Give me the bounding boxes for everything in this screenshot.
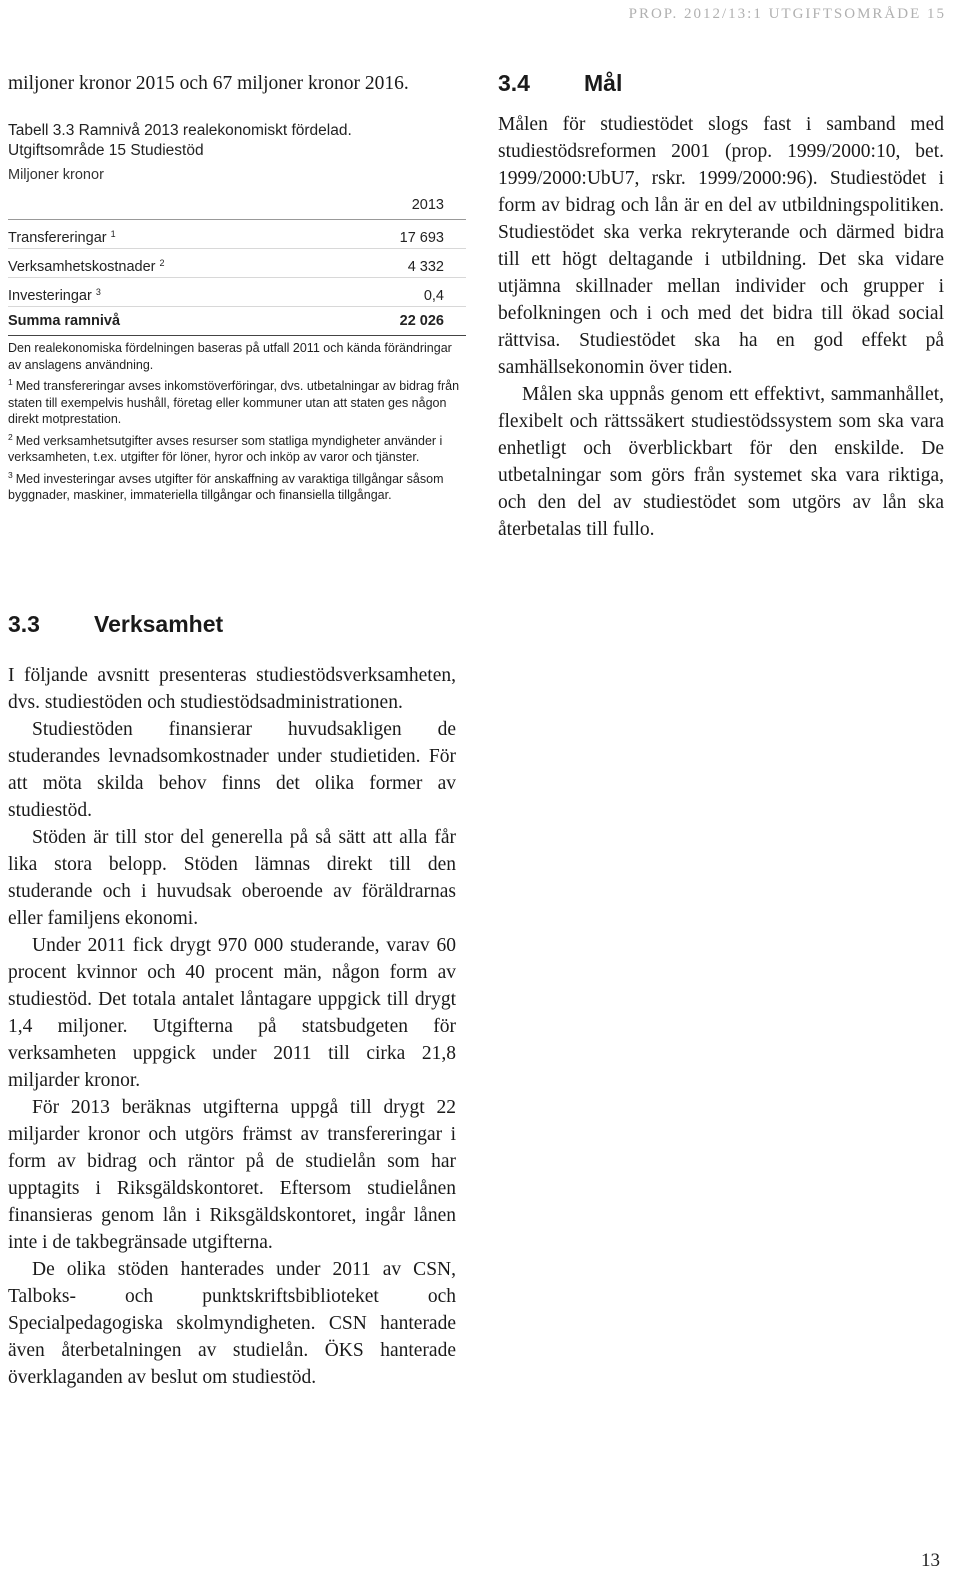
row-value: 17 693 [399, 230, 444, 246]
table-title [8, 121, 466, 161]
footnote [8, 429, 466, 466]
section-title: Verksamhet [94, 611, 224, 637]
body-paragraph: Under 2011 fick drygt 970 000 studerande, varav 60 procent kvinnor och 40 procent män, någon form av studiestöd. Det totala antalet låntagare uppgick till drygt 1,4 miljoner. Utgifterna på statsbudgeten för verksamheten uppgick under 2011 till cirka 21,8 miljarder kronor. [8, 935, 456, 1091]
footnote [8, 467, 466, 504]
body-paragraph: Målen för studiestödet slogs fast i samband med studiestödsreformen 2001 (prop. 1999/2000:10, bet. 1999/2000:UbU7, rskr. 1999/2000:96). Studiestödet i form av bidrag och lån är en del av utbildningspolitiken. Studiestödet ska verka rekryterande och därmed bidra till ett högt deltagande i utbildning. Det ska vidare utjämna skillnader mellan individer och grupper i befolkningen och i och med det bidra till ökad social rättvisa. Studiestödet ska ha en god effekt på samhällsekonomin över tiden. [498, 114, 944, 378]
section-heading-3-4 [498, 70, 944, 97]
running-header: PROP. 2012/13:1 UTGIFTSOMRÅDE 15 [628, 6, 946, 22]
footnote-number: 2 [8, 431, 13, 442]
section-heading-3-3 [8, 611, 223, 638]
row-note-ref: 2 [159, 258, 165, 268]
body-paragraph: Målen ska uppnås genom ett effektivt, sammanhållet, flexibelt och rättssäkert studiestödssystem som ska vara enhetligt och överblickbart för den enskilde. De utbetalningar som görs från systemet ska vara riktiga, och den del av studiestödet som utgörs av lån ska återbetalas till fullo. [498, 384, 944, 540]
body-paragraph: De olika stöden hanterades under 2011 av CSN, Talboks- och punktskriftsbiblioteket och Specialpedagogiska skolmyndigheten. CSN hanterade även återbetalningen av studielån. ÖKS hanterade överklaganden av beslut om studiestöd. [8, 1259, 456, 1388]
table-row [8, 278, 466, 307]
table-footnotes [8, 340, 466, 504]
table-title-line-2: Utgiftsområde 15 Studiestöd [8, 142, 204, 159]
table-header-row [8, 191, 466, 220]
body-paragraph: Stöden är till stor del generella på så sätt att alla får lika stora belopp. Stöden lämnas direkt till den studerande och i huvudsak oberoende av föräldrarnas eller familjens ekonomi. [8, 827, 456, 929]
table-title-line-1: Tabell 3.3 Ramnivå 2013 realekonomiskt fördelad. [8, 122, 352, 139]
footnote-main: Den realekonomiska fördelningen baseras på utfall 2011 och kända förändringar av anslagens användning. [8, 341, 452, 372]
section-number: 3.3 [8, 611, 40, 637]
right-column [498, 70, 944, 543]
footnote-number: 1 [8, 377, 13, 387]
body-paragraph: I följande avsnitt presenteras studiestödsverksamheten, dvs. studiestöden och studiestödsadministrationen. [8, 665, 456, 713]
section-3-3-body [8, 662, 456, 1391]
budget-table [8, 121, 466, 504]
table-year: 2013 [411, 197, 444, 213]
sum-label: Summa ramnivå [8, 313, 121, 329]
body-paragraph: För 2013 beräknas utgifterna uppgå till drygt 22 miljarder kronor och utgörs främst av transfereringar i form av bidrag och räntor på de studielån som har upptagits i Riksgäldskontoret. Eftersom studielånen finansieras genom lån i Riksgäldskontoret, ingår lånen inte i de takbegränsade utgifterna. [8, 1097, 456, 1253]
row-value: 4 332 [407, 259, 444, 275]
sum-value: 22 026 [399, 313, 444, 329]
footnote-number: 3 [8, 469, 13, 480]
table-sum-row [8, 307, 466, 336]
section-3-4-body [498, 111, 944, 543]
row-label: Transfereringar [8, 230, 107, 246]
body-paragraph: Studiestöden finansierar huvudsakligen de studerandes levnadsomkostnader under studietiden. För att möta skilda behov finns det olika former av studiestöd. [8, 719, 456, 821]
footnote-text: Med verksamhetsutgifter avses resurser som statliga myndigheter använder i verksamheten, t.ex. utgifter för löner, hyror och inköp av varor och tjänster. [8, 433, 443, 464]
table-row [8, 220, 466, 249]
section-title: Mål [584, 70, 623, 96]
section-number: 3.4 [498, 70, 530, 96]
row-note-ref: 1 [110, 229, 116, 239]
table-row [8, 249, 466, 278]
intro-paragraph: miljoner kronor 2015 och 67 miljoner kronor 2016. [8, 73, 409, 94]
page-number: 13 [921, 1550, 940, 1571]
row-value: 0,4 [423, 288, 444, 304]
footnote-text: Med transfereringar avses inkomstöverföringar, dvs. utbetalningar av bidrag från staten till exempelvis hushåll, företag eller kommuner utan att staten ges någon direkt motprestation. [8, 379, 460, 426]
footnote [8, 374, 466, 428]
footnote-text: Med investeringar avses utgifter för anskaffning av varaktiga tillgångar såsom byggnader, maskiner, immateriella tillgångar och finansiella tillgångar. [8, 471, 444, 502]
row-label: Verksamhetskostnader [8, 259, 156, 275]
row-label: Investeringar [8, 288, 92, 304]
table-unit: Miljoner kronor [8, 167, 104, 183]
row-note-ref: 3 [95, 287, 101, 297]
left-column [8, 70, 466, 505]
